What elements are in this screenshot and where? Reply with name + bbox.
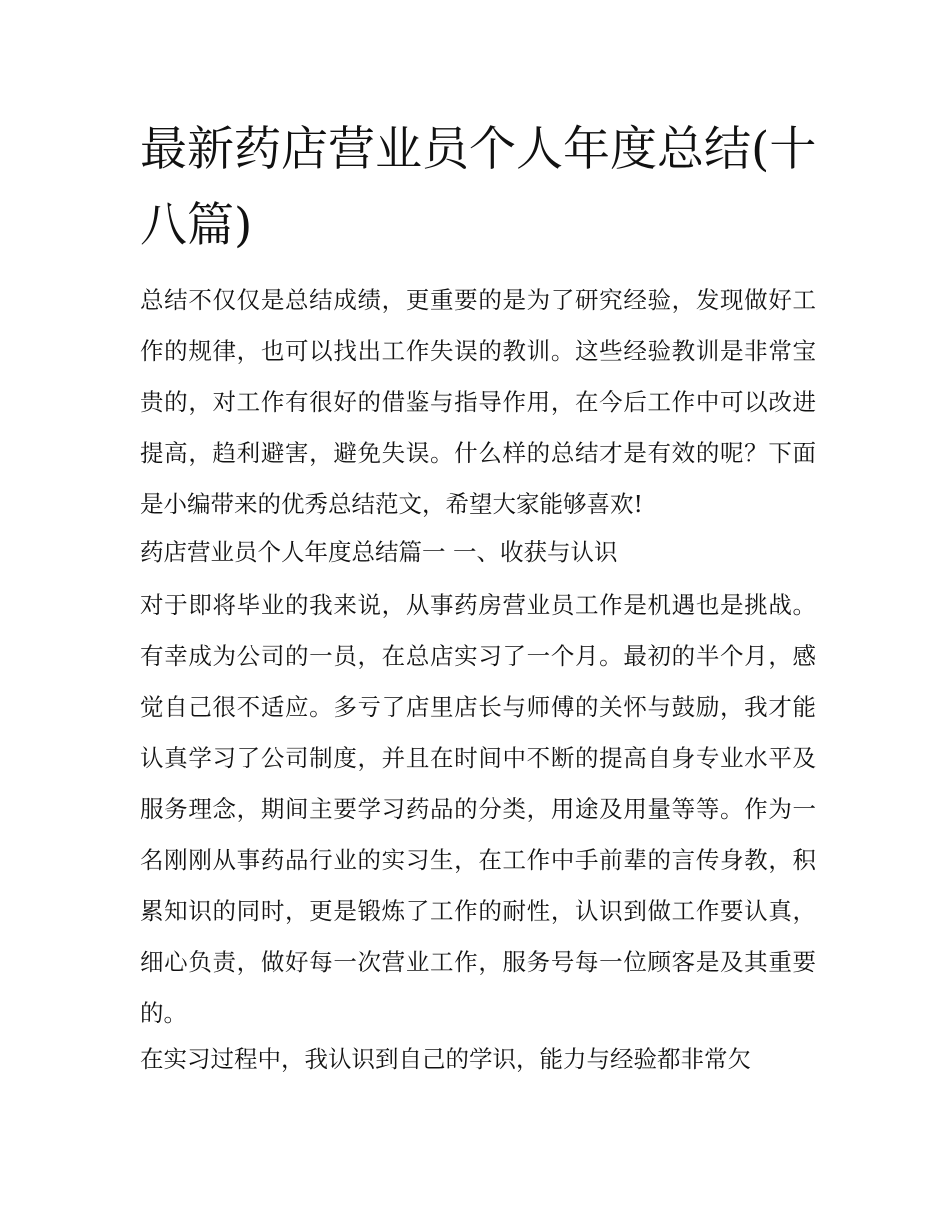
body-paragraph-2: 在实习过程中，我认识到自己的学识，能力与经验都非常欠 [140,1045,751,1073]
intro-paragraph: 总结不仅仅是总结成绩，更重要的是为了研究经验，发现做好工作的规律，也可以找出工作失误的教训。这些经验教训是非常宝贵的，对工作有很好的借鉴与指导作用，在今后工作中可以改进提高，趋利避害，避免失误。什么样的总结才是有效的呢？下面是小编带来的优秀总结范文，希望大家能够喜欢! [140,286,816,518]
body-paragraph-1: 对于即将毕业的我来说，从事药房营业员工作是机遇也是挑战。有幸成为公司的一员，在总店实习了一个月。最初的半个月，感觉自己很不适应。多亏了店里店长与师傅的关怀与鼓励，我才能认真学习了公司制度，并且在时间中不断的提高自身专业水平及服务理念，期间主要学习药品的分类，用途及用量等等。作为一名刚刚从事药品行业的实习生，在工作中手前辈的言传身教，积累知识的同时，更是锻炼了工作的耐性，认识到做工作要认真，细心负责，做好每一次营业工作，服务号每一位顾客是及其重要的。 [140,591,816,1027]
document-title: 最新药店营业员个人年度总结(十八篇) [140,122,817,253]
section-heading: 药店营业员个人年度总结篇一 一、收获与认识 [140,538,618,566]
